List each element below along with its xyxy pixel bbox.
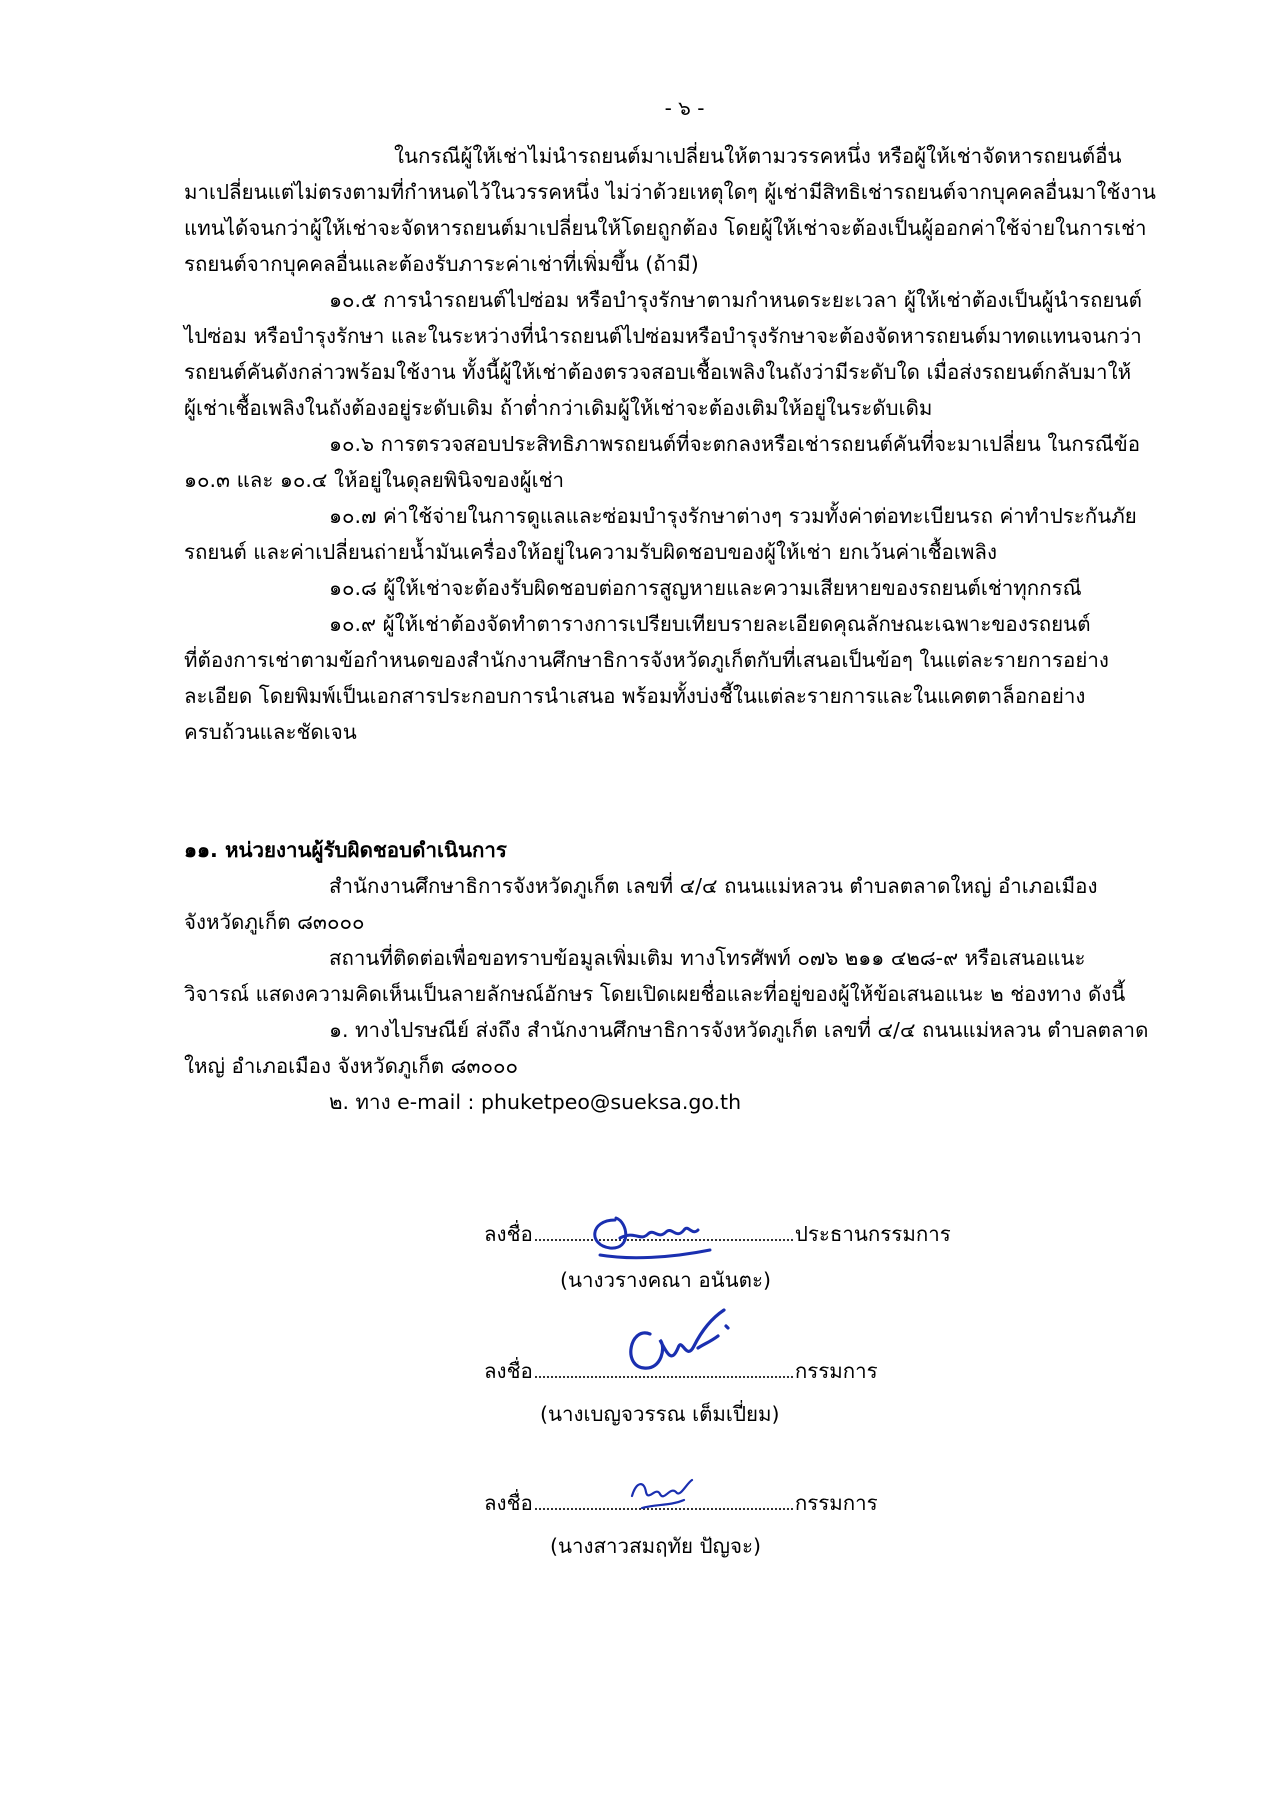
paragraph-line: รถยนต์จากบุคคลอื่นและต้องรับภาระค่าเช่าที่เพิ่มขึ้น (ถ้ามี) xyxy=(184,252,699,276)
signature-role: กรรมการ xyxy=(794,1359,878,1383)
paragraph-line: รถยนต์ และค่าเปลี่ยนถ่ายน้ำมันเครื่องให้อยู่ในความรับผิดชอบของผู้ให้เช่า ยกเว้นค่าเชื้อเพลิง xyxy=(184,540,997,564)
section-11-line: สำนักงานศึกษาธิการจังหวัดภูเก็ต เลขที่ ๔/๔ ถนนแม่หลวน ตำบลตลาดใหญ่ อำเภอเมือง xyxy=(329,874,1098,898)
section-11-line: จังหวัดภูเก็ต ๘๓๐๐๐ xyxy=(184,910,365,934)
paragraph-line: ครบถ้วนและชัดเจน xyxy=(184,720,357,744)
handwritten-signature-3 xyxy=(622,1468,702,1518)
paragraph-line: ๑๐.๖ การตรวจสอบประสิทธิภาพรถยนต์ที่จะตกลงหรือเช่ารถยนต์คันที่จะมาเปลี่ยน ในกรณีข้อ xyxy=(329,432,1141,456)
paragraph-line: ผู้เช่าเชื้อเพลิงในถังต้องอยู่ระดับเดิม ถ้าต่ำกว่าเดิมผู้ให้เช่าจะต้องเติมให้อยู่ในระดับเดิม xyxy=(184,396,933,420)
section-11-line: ๑. ทางไปรษณีย์ ส่งถึง สำนักงานศึกษาธิการจังหวัดภูเก็ต เลขที่ ๔/๔ ถนนแม่หลวน ตำบลตลาด xyxy=(329,1018,1149,1042)
signer-name-2: (นางเบญจวรรณ เต็มเปี่ยม) xyxy=(540,1402,780,1426)
paragraph-line: แทนได้จนกว่าผู้ให้เช่าจะจัดหารถยนต์มาเปลี่ยนให้โดยถูกต้อง โดยผู้ให้เช่าจะต้องเป็นผู้ออกค่าใช้จ่ายในการเช่า xyxy=(184,216,1147,240)
paragraph-line: ไปซ่อม หรือบำรุงรักษา และในระหว่างที่นำรถยนต์ไปซ่อมหรือบำรุงรักษาจะต้องจัดหารถยนต์มาทดแทนจนกว่า xyxy=(184,324,1142,348)
section-11-line: วิจารณ์ แสดงความคิดเห็นเป็นลายลักษณ์อักษร โดยเปิดเผยชื่อและที่อยู่ของผู้ให้ข้อเสนอแนะ ๒ ช่องทาง ดังนี้ xyxy=(184,982,1126,1006)
signature-prefix: ลงชื่อ xyxy=(484,1491,533,1515)
section-11 xyxy=(184,832,1174,1120)
handwritten-signature-2 xyxy=(612,1296,742,1386)
paragraph-line: ๑๐.๘ ผู้ให้เช่าจะต้องรับผิดชอบต่อการสูญหายและความเสียหายของรถยนต์เช่าทุกกรณี xyxy=(329,576,1082,600)
paragraph-line: มาเปลี่ยนแต่ไม่ตรงตามที่กำหนดไว้ในวรรคหนึ่ง ไม่ว่าด้วยเหตุใดๆ ผู้เช่ามีสิทธิเช่ารถยนต์จากบุคคลอื่นมาใช้งาน xyxy=(184,180,1156,204)
paragraph-line: รถยนต์คันดังกล่าวพร้อมใช้งาน ทั้งนี้ผู้ให้เช่าต้องตรวจสอบเชื้อเพลิงในถังว่ามีระดับใด เมื่อส่งรถยนต์กลับมาให้ xyxy=(184,360,1132,384)
paragraph-line: ละเอียด โดยพิมพ์เป็นเอกสารประกอบการนำเสนอ พร้อมทั้งบ่งชี้ในแต่ละรายการและในแคตตาล็อกอย่าง xyxy=(184,684,1086,708)
signature-role: ประธานกรรมการ xyxy=(794,1222,951,1246)
paragraph-line: ๑๐.๙ ผู้ให้เช่าต้องจัดทำตารางการเปรียบเทียบรายละเอียดคุณลักษณะเฉพาะของรถยนต์ xyxy=(329,612,1091,636)
section-11-heading: ๑๑. หน่วยงานผู้รับผิดชอบดำเนินการ xyxy=(184,838,507,862)
section-11-line: สถานที่ติดต่อเพื่อขอทราบข้อมูลเพิ่มเติม ทางโทรศัพท์ ๐๗๖ ๒๑๑ ๔๒๘-๙ หรือเสนอแนะ xyxy=(329,946,1086,970)
signature-prefix: ลงชื่อ xyxy=(484,1359,533,1383)
paragraph-line: ๑๐.๓ และ ๑๐.๔ ให้อยู่ในดุลยพินิจของผู้เช่า xyxy=(184,468,565,492)
signer-name-1: (นางวรางคณา อนันตะ) xyxy=(560,1268,771,1292)
section-11-line: ใหญ่ อำเภอเมือง จังหวัดภูเก็ต ๘๓๐๐๐ xyxy=(184,1054,519,1078)
page-number: - ๖ - xyxy=(664,96,705,120)
section-11-line: ๒. ทาง e-mail : phuketpeo@sueksa.go.th xyxy=(329,1090,742,1114)
paragraph-line: ๑๐.๗ ค่าใช้จ่ายในการดูแลและซ่อมบำรุงรักษาต่างๆ รวมทั้งค่าต่อทะเบียนรถ ค่าทำประกันภัย xyxy=(329,504,1137,528)
signer-name-3: (นางสาวสมฤทัย ปัญจะ) xyxy=(550,1534,762,1558)
signature-prefix: ลงชื่อ xyxy=(484,1222,533,1246)
paragraph-line: ที่ต้องการเช่าตามข้อกำหนดของสำนักงานศึกษาธิการจังหวัดภูเก็ตกับที่เสนอเป็นข้อๆ ในแต่ละรายการอย่าง xyxy=(184,648,1109,672)
signature-role: กรรมการ xyxy=(794,1491,878,1515)
paragraph-line: ๑๐.๕ การนำรถยนต์ไปซ่อม หรือบำรุงรักษาตามกำหนดระยะเวลา ผู้ให้เช่าต้องเป็นผู้นำรถยนต์ xyxy=(329,288,1142,312)
clause-10-body xyxy=(184,138,1174,750)
paragraph-line: ในกรณีผู้ให้เช่าไม่นำรถยนต์มาเปลี่ยนให้ตามวรรคหนึ่ง หรือผู้ให้เช่าจัดหารถยนต์อื่น xyxy=(394,144,1122,168)
handwritten-signature-1 xyxy=(580,1200,730,1270)
